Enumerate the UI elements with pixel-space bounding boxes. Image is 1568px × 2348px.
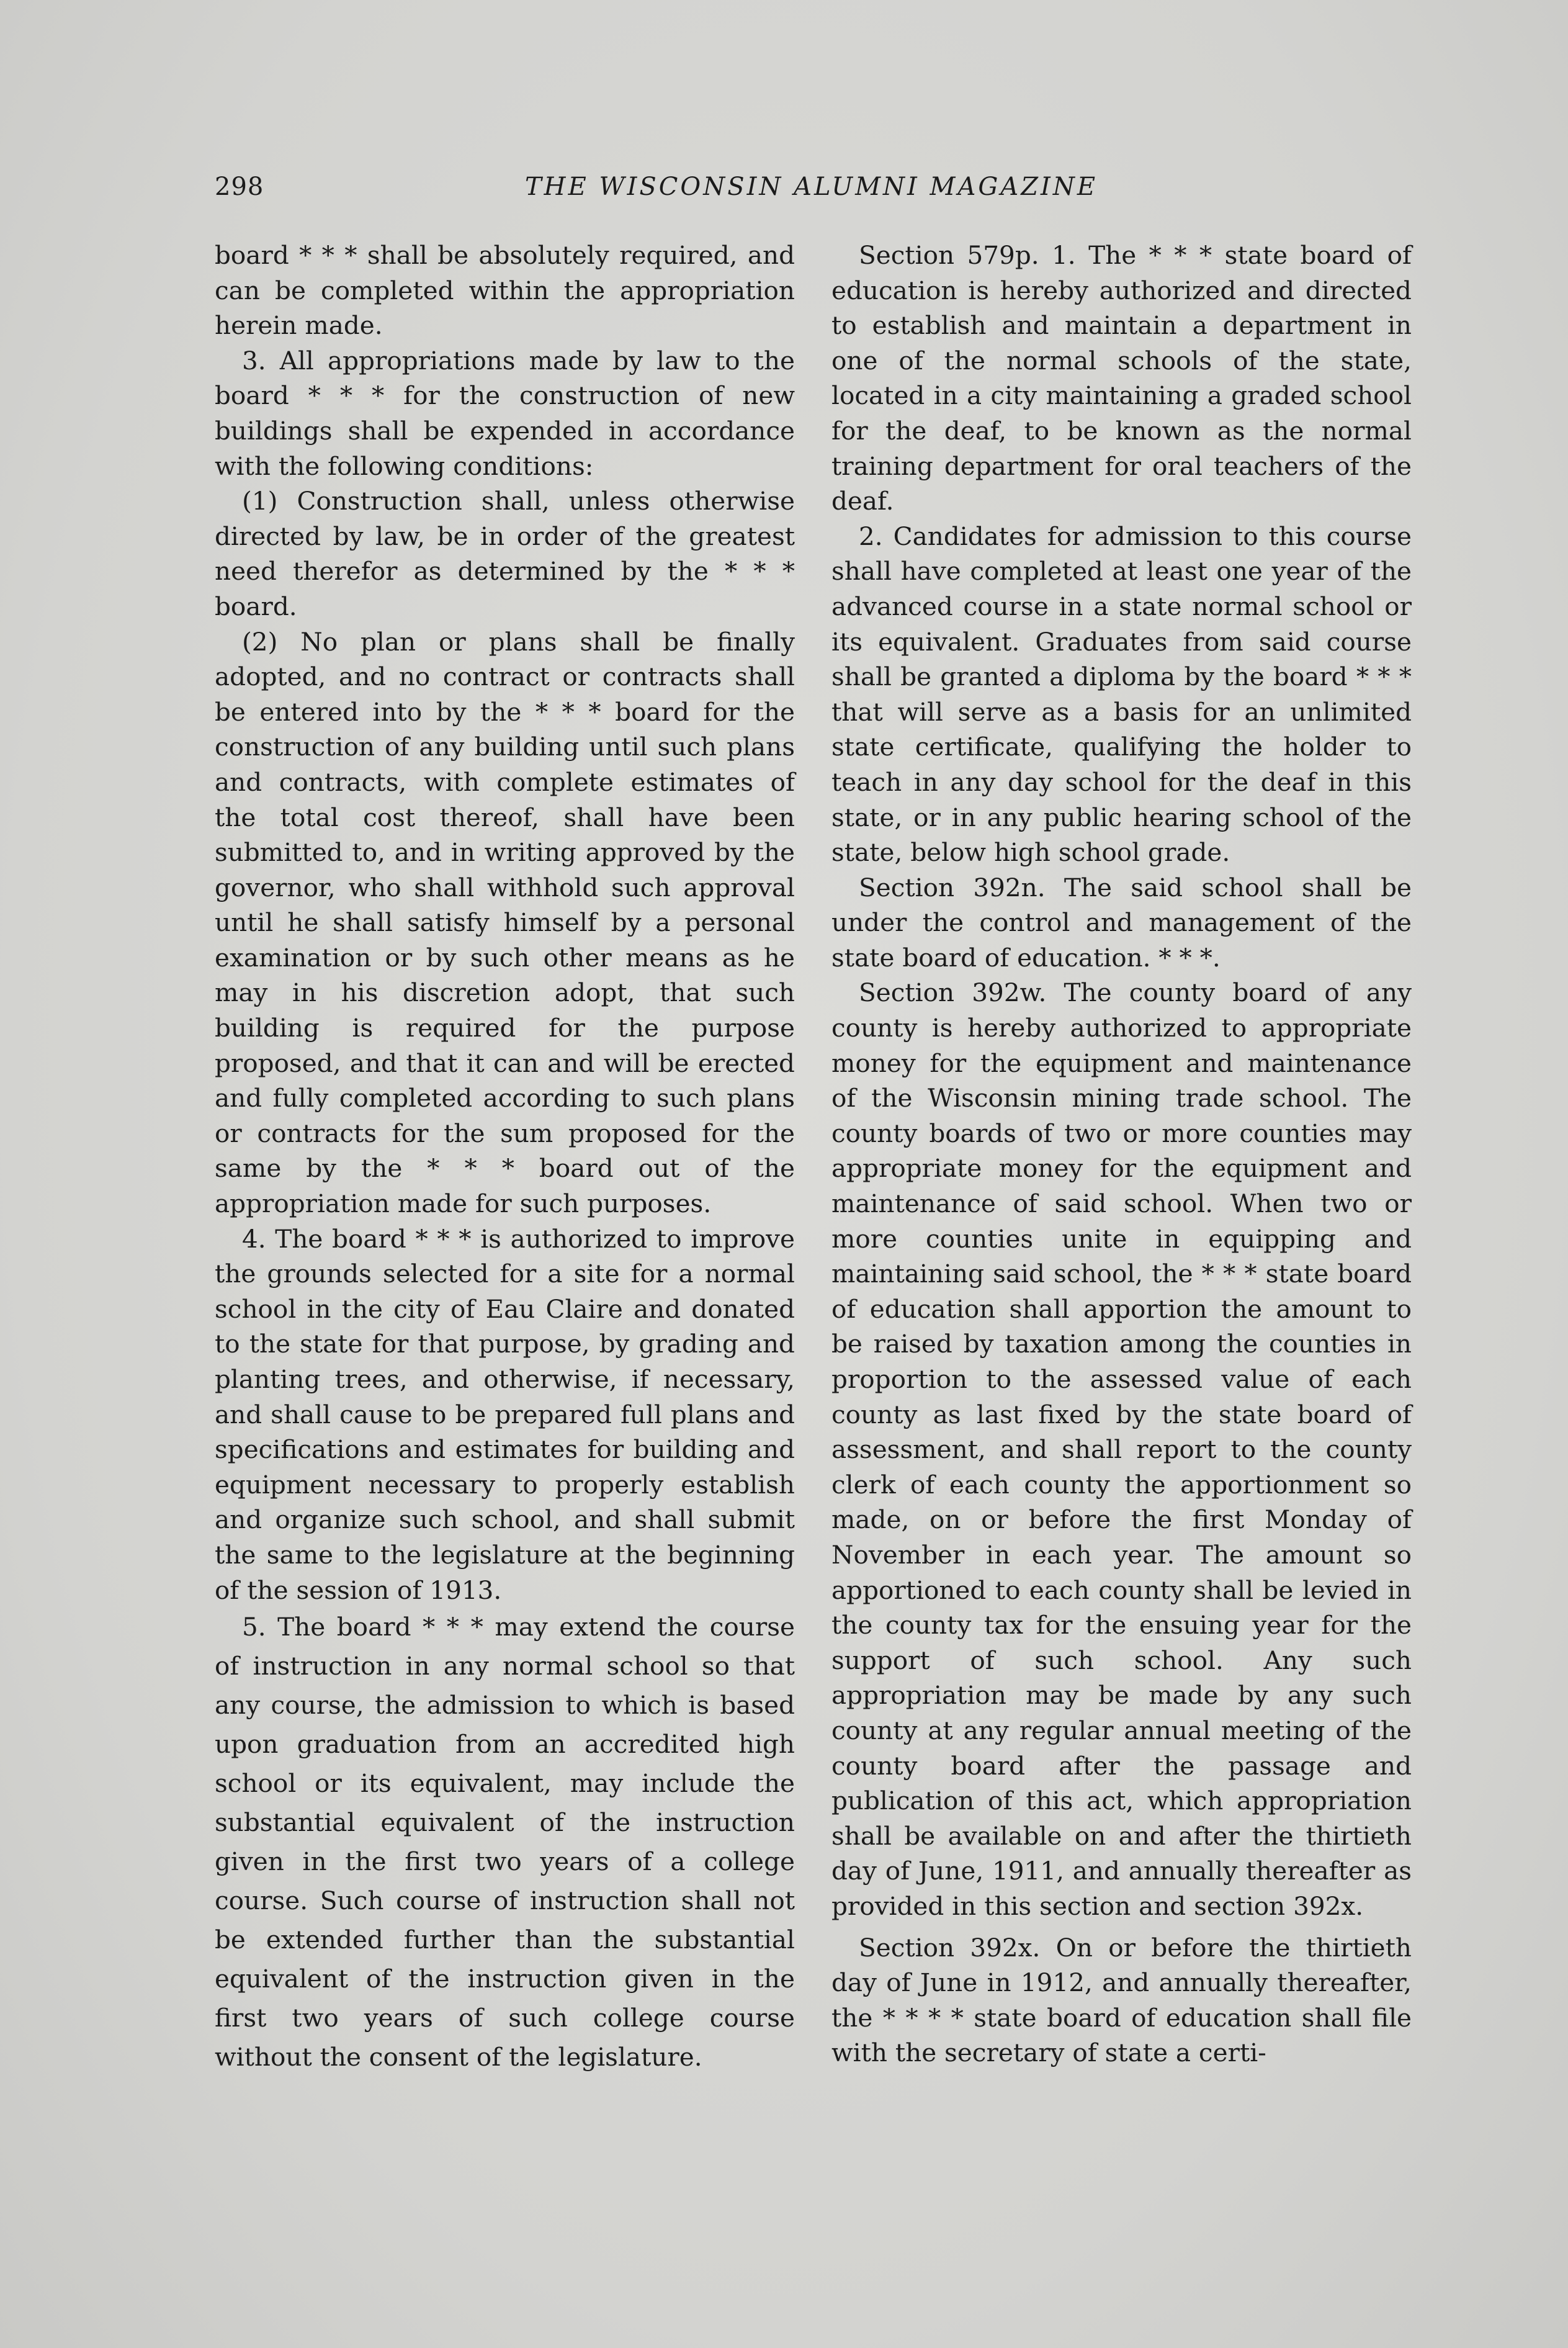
paragraph: board * * * shall be absolutely required, and can be completed within the appropriation herein made. [215,240,795,341]
paragraph: 4. The board * * * is authorized to improve the grounds selected for a site for a normal school in the city of Eau Claire and donated to the state for that purpose, by grading and planting trees, and otherwise, if necessary, and shall cause to be prepared full plans and specifications and estimates for building and equipment necessary to properly establish and organize such school, and shall submit the same to the legislature at the beginning of the session of 1913. [215,1223,795,1605]
paragraph: Section 392w. The county board of any county is hereby authorized to appropriate money for the equipment and maintenance of the Wisconsin mining trade school. The county boards of two or more counties may appropriate money for the equipment and maintenance of said school. When two or more counties unite in equipping and maintaining said school, the * * * state board of education shall apportion the amount to be raised by taxation among the counties in proportion to the assessed value of each county as last fixed by the state board of assessment, and shall report to the county clerk of each county the apportionment so made, on or before the first Monday of November in each year. The amount so apportioned to each county shall be levied in the county tax for the ensuing year for the support of such school. Any such appropriation may be made by any such county at any regular annual meeting of the county board after the passage and publication of this act, which appropriation shall be available on and after the thirtieth day of June, 1911, and annually thereafter as provided in this section and section 392x. [831,978,1412,1921]
page-header [215,173,1406,207]
paragraph: Section 579p. 1. The * * * state board of education is hereby authorized and directed to establish and maintain a department in one of the normal schools of the state, located in a city maintaining a graded school for the deaf, to be known as the normal training department for oral teachers of the deaf. [831,240,1412,516]
running-title: THE WISCONSIN ALUMNI MAGAZINE [525,173,1098,201]
paragraph: Section 392x. On or before the thirtieth day of June in 1912, and annually thereafter, the * * * * state board of education shall file with the secretary of state a certi- [831,1932,1412,2068]
left-column [215,238,795,2077]
page-number: 298 [215,173,264,201]
paragraph: Section 392n. The said school shall be under the control and management of the state board of education. * * *. [831,872,1412,973]
paragraph: 2. Candidates for admission to this course shall have completed at least one year of the advanced course in a state normal school or its equivalent. Graduates from said course shall be granted a diploma by the board * * * that will serve as a basis for an unlimited state certificate, qualifying the holder to teach in any day school for the deaf in this state, or in any public hearing school of the state, below high school grade. [831,521,1412,868]
right-column [831,238,1412,2071]
paragraph: 3. All appropriations made by law to the board * * * for the construction of new buildings shall be expended in accordance with the following conditions: [215,345,795,481]
paragraph: (2) No plan or plans shall be finally adopted, and no contract or contracts shall be entered into by the * * * board for the construction of any building until such plans and contracts, with complete estimates of the total cost thereof, shall have been submitted to, and in writing approved by the governor, who shall withhold such approval until he shall satisfy himself by a personal examination or by such other means as he may in his discretion adopt, that such building is required for the purpose proposed, and that it can and will be erected and fully completed according to such plans or contracts for the sum proposed for the same by the * * * board out of the appropriation made for such purposes. [215,626,795,1219]
paragraph: (1) Construction shall, unless otherwise directed by law, be in order of the greatest need therefor as determined by the * * * board. [215,486,795,621]
paragraph: 5. The board * * * may extend the course of instruction in any normal school so that any course, the admission to which is based upon graduation from an accredited high school or its equivalent, may include the substantial equivalent of the instruction given in the first two years of a college course. Such course of instruction shall not be extended further than the substantial equivalent of the instruction given in the first two years of such college course without the consent of the legislature. [215,1612,795,2072]
